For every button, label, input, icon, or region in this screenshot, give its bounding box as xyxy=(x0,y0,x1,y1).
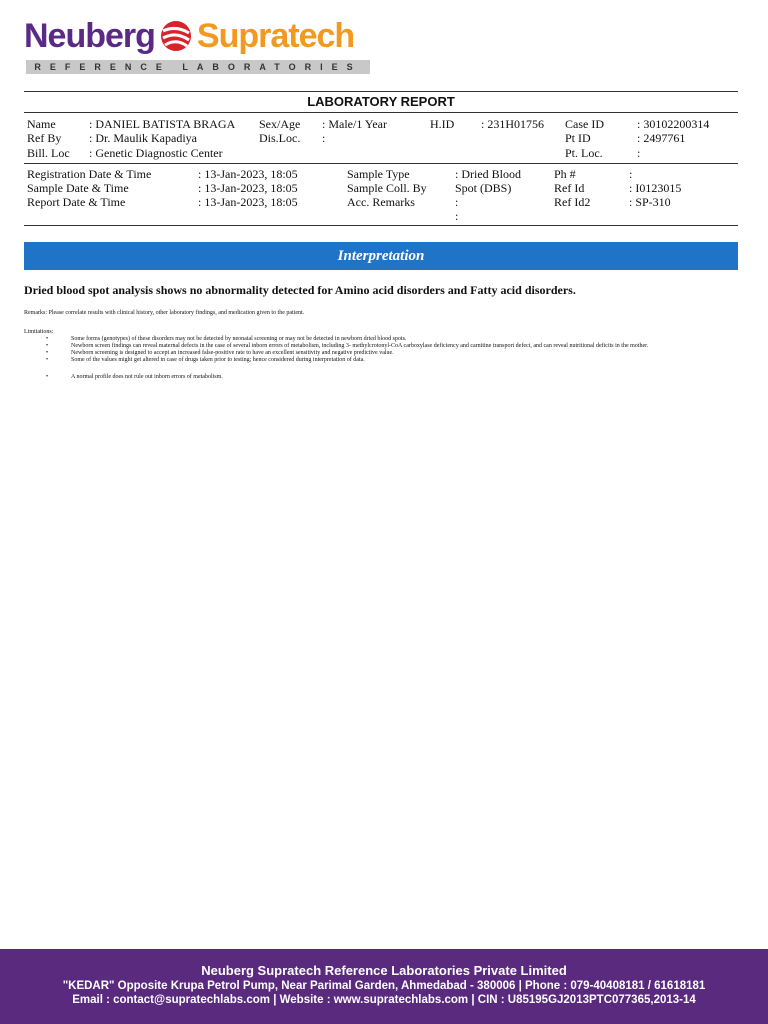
hid-value: : 231H01756 xyxy=(481,117,544,131)
billloc-label: Bill. Loc xyxy=(27,146,70,160)
remarks: Remarks: Please correlate results with clinical history, other laboratory findings, and medication given to the patient. xyxy=(24,310,305,316)
refby-label: Ref By xyxy=(27,131,62,145)
ptloc-label: Pt. Loc. xyxy=(565,146,603,160)
refby-value: : Dr. Maulik Kapadiya xyxy=(89,131,197,145)
coll-value: : 13-Jan-2023, 18:05 xyxy=(198,181,298,195)
brand-tagline: REFERENCE LABORATORIES xyxy=(26,60,370,74)
globe-logo-icon xyxy=(159,19,193,53)
sexage-label: Sex/Age xyxy=(259,117,301,131)
divider xyxy=(24,163,738,164)
list-item: • Some of the values might get altered in case of drugs taken prior to testing; hence considered during interpretation of data. xyxy=(24,357,714,364)
brand-name-part2: Supratech xyxy=(196,16,355,55)
interpretation-summary: Dried blood spot analysis shows no abnormality detected for Amino acid disorders and Fatty acid disorders. xyxy=(24,283,576,297)
sexage-value: : Male/1 Year xyxy=(322,117,387,131)
disloc-label: Dis.Loc. xyxy=(259,131,301,145)
footer xyxy=(0,949,768,1024)
coll-by-label: Sample Coll. By xyxy=(347,181,427,195)
refid-value: : I0123015 xyxy=(629,181,682,195)
sample-type-label: Sample Type xyxy=(347,167,410,181)
acc-remarks-value: : xyxy=(455,195,459,209)
sample-type-value-cont: Spot (DBS) xyxy=(455,181,512,195)
sample-type-value: : Dried Blood xyxy=(455,167,521,181)
brand-name-part1: Neuberg xyxy=(24,16,155,55)
refid2-value: : SP-310 xyxy=(629,195,671,209)
hid-label: H.ID xyxy=(430,117,455,131)
footer-address: "KEDAR" Opposite Krupa Petrol Pump, Near Parimal Garden, Ahmedabad - 380006 | Phone : 079-40408181 / 61618181 xyxy=(62,980,706,992)
caseid-value: : 30102200314 xyxy=(637,117,710,131)
list-item: • A normal profile does not rule out inborn errors of metabolism. xyxy=(24,374,714,381)
acc-remarks-label: Acc. Remarks xyxy=(347,195,415,209)
divider xyxy=(24,91,738,92)
reg-value: : 13-Jan-2023, 18:05 xyxy=(198,167,298,181)
ptid-value: : 2497761 xyxy=(637,131,686,145)
limitations-title: Limitations: xyxy=(24,329,54,335)
reg-label: Registration Date & Time xyxy=(27,167,152,181)
list-item: • Newborn screen findings can reveal maternal defects in the case of several inborn errors of metabolism, including 3- methylcrotonyl-CoA carboxylase deficiency and carnitine transport defect, and can reveal nutritional deficits in the mother. xyxy=(24,343,714,350)
disloc-value: : xyxy=(322,131,326,145)
company-logo xyxy=(24,14,374,76)
coll-label: Sample Date & Time xyxy=(27,181,129,195)
caseid-label: Case ID xyxy=(565,117,604,131)
footer-company: Neuberg Supratech Reference Laboratories Private Limited xyxy=(201,963,567,978)
refid-label: Ref Id xyxy=(554,181,585,195)
billloc-value: : Genetic Diagnostic Center xyxy=(89,146,223,160)
acc-remarks-value-2: : xyxy=(455,209,459,223)
name-label: Name xyxy=(27,117,56,131)
divider xyxy=(24,225,738,226)
limitations-list xyxy=(24,336,714,381)
list-item: • Some forms (genotypes) of these disorders may not be detected by neonatal screening or may not be detected in newborn dried blood spots. xyxy=(24,336,714,343)
list-item: • Newborn screening is designed to accept an increased false-positive rate to have an excellent sensitivity and negative predictive value. xyxy=(24,350,714,357)
report-date-label: Report Date & Time xyxy=(27,195,126,209)
divider xyxy=(24,112,738,113)
footer-contact: Email : contact@supratechlabs.com | Website : www.supratechlabs.com | CIN : U85195GJ2013PTC077365,2013-14 xyxy=(72,994,696,1006)
name-value: : DANIEL BATISTA BRAGA xyxy=(89,117,236,131)
ptid-label: Pt ID xyxy=(565,131,591,145)
ptloc-value: : xyxy=(637,146,641,160)
report-date-value: : 13-Jan-2023, 18:05 xyxy=(198,195,298,209)
report-title: LABORATORY REPORT xyxy=(307,94,455,109)
ph-label: Ph # xyxy=(554,167,576,181)
interpretation-banner: Interpretation xyxy=(24,242,738,270)
ph-value: : xyxy=(629,167,633,181)
refid2-label: Ref Id2 xyxy=(554,195,591,209)
